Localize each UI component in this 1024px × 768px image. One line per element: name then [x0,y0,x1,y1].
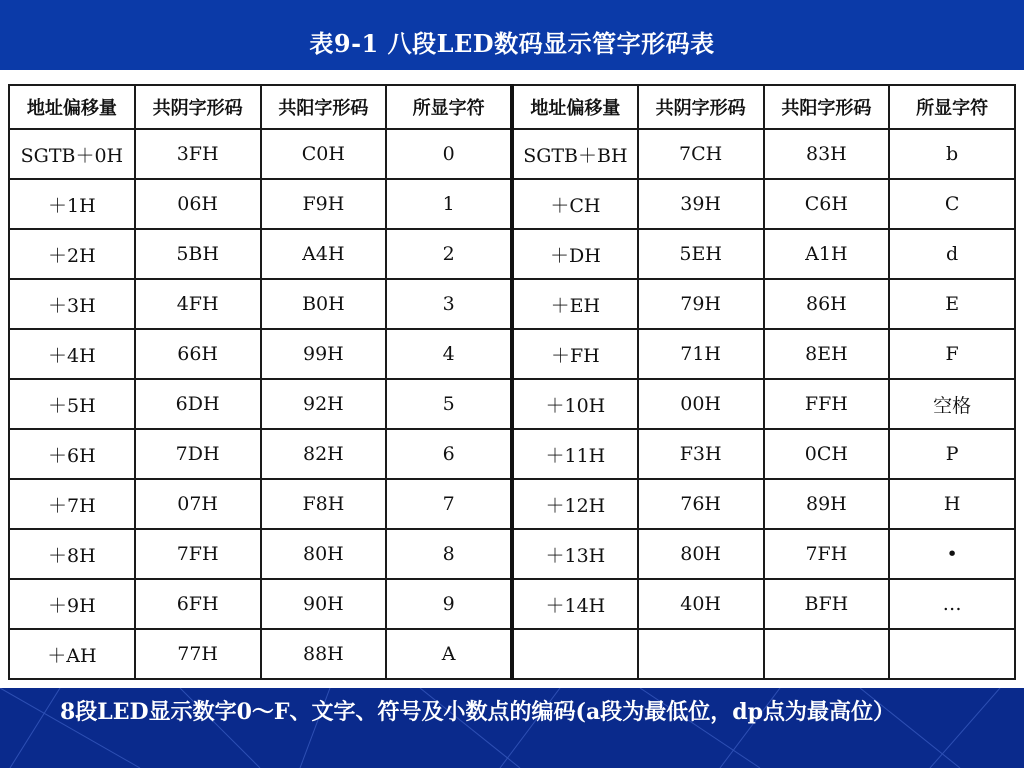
table-cell: 40H [638,579,764,629]
table-cell: ＋11H [512,429,638,479]
table-row [9,379,1015,429]
table-cell: ＋3H [9,279,135,329]
table-cell: P [889,429,1015,479]
table-cell: 39H [638,179,764,229]
table-cell: 77H [135,629,261,679]
table-cell: 92H [261,379,387,429]
table-cell: ＋CH [512,179,638,229]
table-cell: b [889,129,1015,179]
table-row [9,279,1015,329]
table-cell: BFH [764,579,890,629]
table-cell: 66H [135,329,261,379]
table-row [9,479,1015,529]
table-cell: C0H [261,129,387,179]
table-cell: 7 [386,479,512,529]
header-cell: 地址偏移量 [9,85,135,129]
table-cell: E [889,279,1015,329]
header-cell: 所显字符 [386,85,512,129]
table-cell: A4H [261,229,387,279]
table-cell: 07H [135,479,261,529]
header-cell: 共阳字形码 [764,85,890,129]
table-cell: C [889,179,1015,229]
table-cell: ＋10H [512,379,638,429]
table-cell: 8EH [764,329,890,379]
table-cell: ＋DH [512,229,638,279]
table-cell: SGTB＋BH [512,129,638,179]
table-cell: H [889,479,1015,529]
table-cell: SGTB＋0H [9,129,135,179]
table-cell: • [889,529,1015,579]
table-row [9,429,1015,479]
table-cell: ＋7H [9,479,135,529]
table-row [9,129,1015,179]
caption-panel [0,688,1024,768]
table-cell: 0 [386,129,512,179]
table-cell: 4FH [135,279,261,329]
table-cell: 6FH [135,579,261,629]
table-cell: ＋AH [9,629,135,679]
table-cell: F8H [261,479,387,529]
table-cell [764,629,890,679]
table-cell: ＋14H [512,579,638,629]
table-cell: 99H [261,329,387,379]
table-cell: A [386,629,512,679]
table-cell: d [889,229,1015,279]
table-cell: ＋5H [9,379,135,429]
table-cell: 88H [261,629,387,679]
table-cell: C6H [764,179,890,229]
table-cell: FFH [764,379,890,429]
table-cell: 3 [386,279,512,329]
table-cell: ＋13H [512,529,638,579]
page-title: 表9-1 八段LED数码显示管字形码表 [309,29,715,58]
table-row [9,529,1015,579]
header-cell: 共阴字形码 [135,85,261,129]
table-body [9,129,1015,679]
table-cell: 83H [764,129,890,179]
segment-code-table [8,84,1016,680]
table-row [9,579,1015,629]
table-cell: 79H [638,279,764,329]
table-cell: 86H [764,279,890,329]
table-cell: 空格 [889,379,1015,429]
table-cell: 00H [638,379,764,429]
table-cell: ＋1H [9,179,135,229]
table-cell: ＋8H [9,529,135,579]
table-cell: 7DH [135,429,261,479]
header-cell: 共阳字形码 [261,85,387,129]
table-cell [512,629,638,679]
header-cell: 共阴字形码 [638,85,764,129]
table-cell: F [889,329,1015,379]
table-cell: 5 [386,379,512,429]
table-cell: 2 [386,229,512,279]
table-caption: 8段LED显示数字0～F、文字、符号及小数点的编码(a段为最低位，dp点为最高位） [60,699,895,725]
table-cell: 7CH [638,129,764,179]
table-cell: ＋EH [512,279,638,329]
table-cell: 6DH [135,379,261,429]
table-cell: F3H [638,429,764,479]
table-cell [889,629,1015,679]
table-cell: 82H [261,429,387,479]
table-cell: ＋6H [9,429,135,479]
table-cell: 1 [386,179,512,229]
table-cell: ＋9H [9,579,135,629]
table-row [9,179,1015,229]
table-cell: 5EH [638,229,764,279]
table-cell: 76H [638,479,764,529]
table-cell: 0CH [764,429,890,479]
table-cell: 7FH [135,529,261,579]
table-cell: ＋FH [512,329,638,379]
table-cell: 6 [386,429,512,479]
table-cell: … [889,579,1015,629]
table-cell: 06H [135,179,261,229]
table-row [9,329,1015,379]
table-cell: ＋4H [9,329,135,379]
table-cell: 80H [261,529,387,579]
table-row [9,629,1015,679]
table-header-row [9,85,1015,129]
table-cell: 4 [386,329,512,379]
table-cell: B0H [261,279,387,329]
table-cell: 90H [261,579,387,629]
table-cell: 5BH [135,229,261,279]
table-cell: 7FH [764,529,890,579]
table-cell: 89H [764,479,890,529]
table-cell: 80H [638,529,764,579]
table-cell: A1H [764,229,890,279]
header-cell: 地址偏移量 [512,85,638,129]
table-cell: 3FH [135,129,261,179]
header-cell: 所显字符 [889,85,1015,129]
table-cell: 71H [638,329,764,379]
table-cell: 8 [386,529,512,579]
table-cell: ＋12H [512,479,638,529]
table-row [9,229,1015,279]
table-cell: F9H [261,179,387,229]
table-cell: 9 [386,579,512,629]
table-cell: ＋2H [9,229,135,279]
table-cell [638,629,764,679]
table-panel [0,70,1024,688]
